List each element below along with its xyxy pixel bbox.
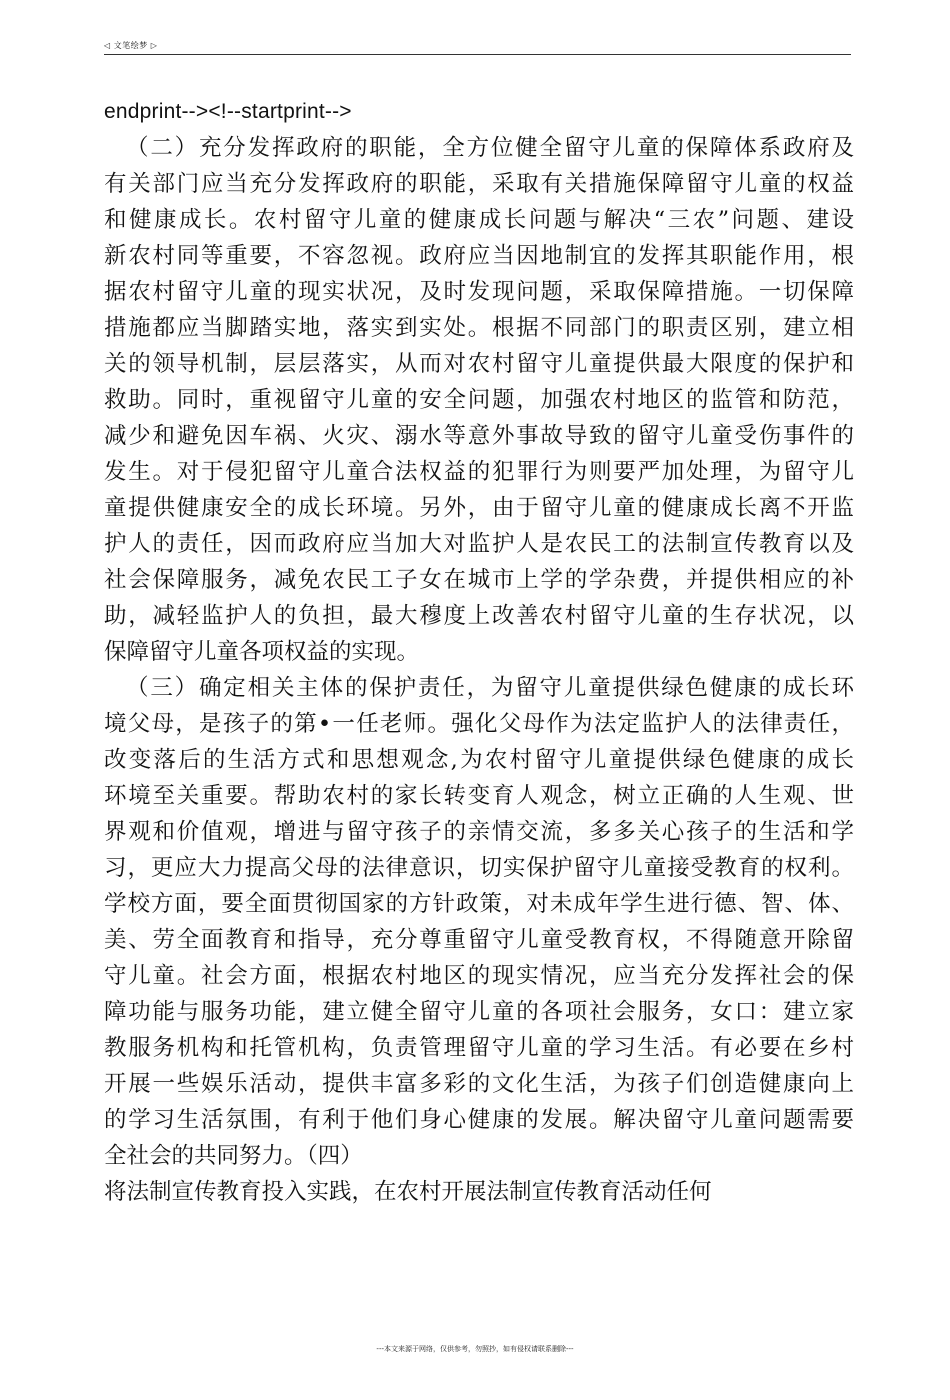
body-line: endprint--><!--startprint-->	[104, 100, 352, 123]
body-line: 开展一些娱乐活动，提供丰富多彩的文化生活，为孩子们创造健康向上	[104, 1071, 854, 1097]
body-line: 关的领导机制，层层落实，从而对农村留守儿童提供最大限度的保护和	[104, 351, 854, 377]
body-line: 救助。同时，重视留守儿童的安全问题，加强农村地区的监管和防范，	[104, 387, 854, 413]
body-line: 环境至关重要。帮助农村的家长转变育人观念，树立正确的人生观、世	[104, 783, 854, 809]
body-line: （二）充分发挥政府的职能，全方位健全留守儿童的保障体系政府及	[126, 135, 854, 161]
body-line: 教服务机构和托管机构，负责管理留守儿童的学习生活。有必要在乡村	[104, 1035, 854, 1061]
body-line: 守儿童。社会方面，根据农村地区的现实情况，应当充分发挥社会的保	[104, 963, 854, 989]
body-line: 减少和避免因车祸、火灾、溺水等意外事故导致的留守儿童受伤事件的	[104, 423, 854, 449]
body-line: 改变落后的生活方式和思想观念,为农村留守儿童提供绿色健康的成长	[104, 747, 854, 773]
body-line: 护人的责任，因而政府应当加大对监护人是农民工的法制宣传教育以及	[104, 531, 854, 557]
body-line: 习，更应大力提高父母的法律意识，切实保护留守儿童接受教育的权利。	[104, 855, 854, 881]
body-line: 有关部门应当充分发挥政府的职能，采取有关措施保障留守儿童的权益	[104, 171, 854, 197]
body-line: 发生。对于侵犯留守儿童合法权益的犯罪行为则要严加处理，为留守儿	[104, 459, 854, 485]
body-line: 境父母，是孩子的第•一任老师。强化父母作为法定监护人的法律责任，	[104, 711, 854, 737]
body-line: 据农村留守儿童的现实状况，及时发现问题，采取保障措施。一切保障	[104, 279, 854, 305]
page-footer: ---本文来源于网络，仅供参考，勿照抄，如有侵权请联系删除---	[376, 1345, 574, 1353]
body-line: 社会保障服务，减免农民工子女在城市上学的学杂费，并提供相应的补	[104, 567, 854, 593]
body-line: 全社会的共同努力。（四）	[104, 1143, 363, 1169]
document-body	[104, 94, 854, 1210]
body-line: 障功能与服务功能，建立健全留守儿童的各项社会服务，女口：建立家	[104, 999, 854, 1025]
body-line: 新农村同等重要，不容忽视。政府应当因地制宜的发挥其职能作用，根	[104, 243, 854, 269]
header-divider	[104, 54, 851, 55]
body-line: 保障留守儿童各项权益的实现。	[104, 639, 420, 665]
body-line: 措施都应当脚踏实地，落实到实处。根据不同部门的职责区别，建立相	[104, 315, 854, 341]
body-line: （三）确定相关主体的保护责任，为留守儿童提供绿色健康的成长环	[126, 675, 854, 701]
body-line: 美、劳全面教育和指导，充分尊重留守儿童受教育权，不得随意开除留	[104, 927, 854, 953]
body-line: 助，减轻监护人的负担，最大穆度上改善农村留守儿童的生存状况，以	[104, 603, 854, 629]
body-line: 和健康成长。农村留守儿童的健康成长问题与解决“三农”问题、建设	[104, 207, 854, 233]
header-title: ◁ 文笔绘梦 ▷	[104, 41, 158, 50]
body-line: 将法制宣传教育投入实践，在农村开展法制宣传教育活动任何	[104, 1179, 712, 1205]
body-line: 学校方面，要全面贯彻国家的方针政策，对未成年学生进行德、智、体、	[104, 891, 854, 917]
body-line: 界观和价值观，增进与留守孩子的亲情交流，多多关心孩子的生活和学	[104, 819, 854, 845]
body-line: 的学习生活氛围，有利于他们身心健康的发展。解决留守儿童问题需要	[104, 1107, 854, 1133]
body-line: 童提供健康安全的成长环境。另外，由于留守儿童的健康成长离不开监	[104, 495, 854, 521]
